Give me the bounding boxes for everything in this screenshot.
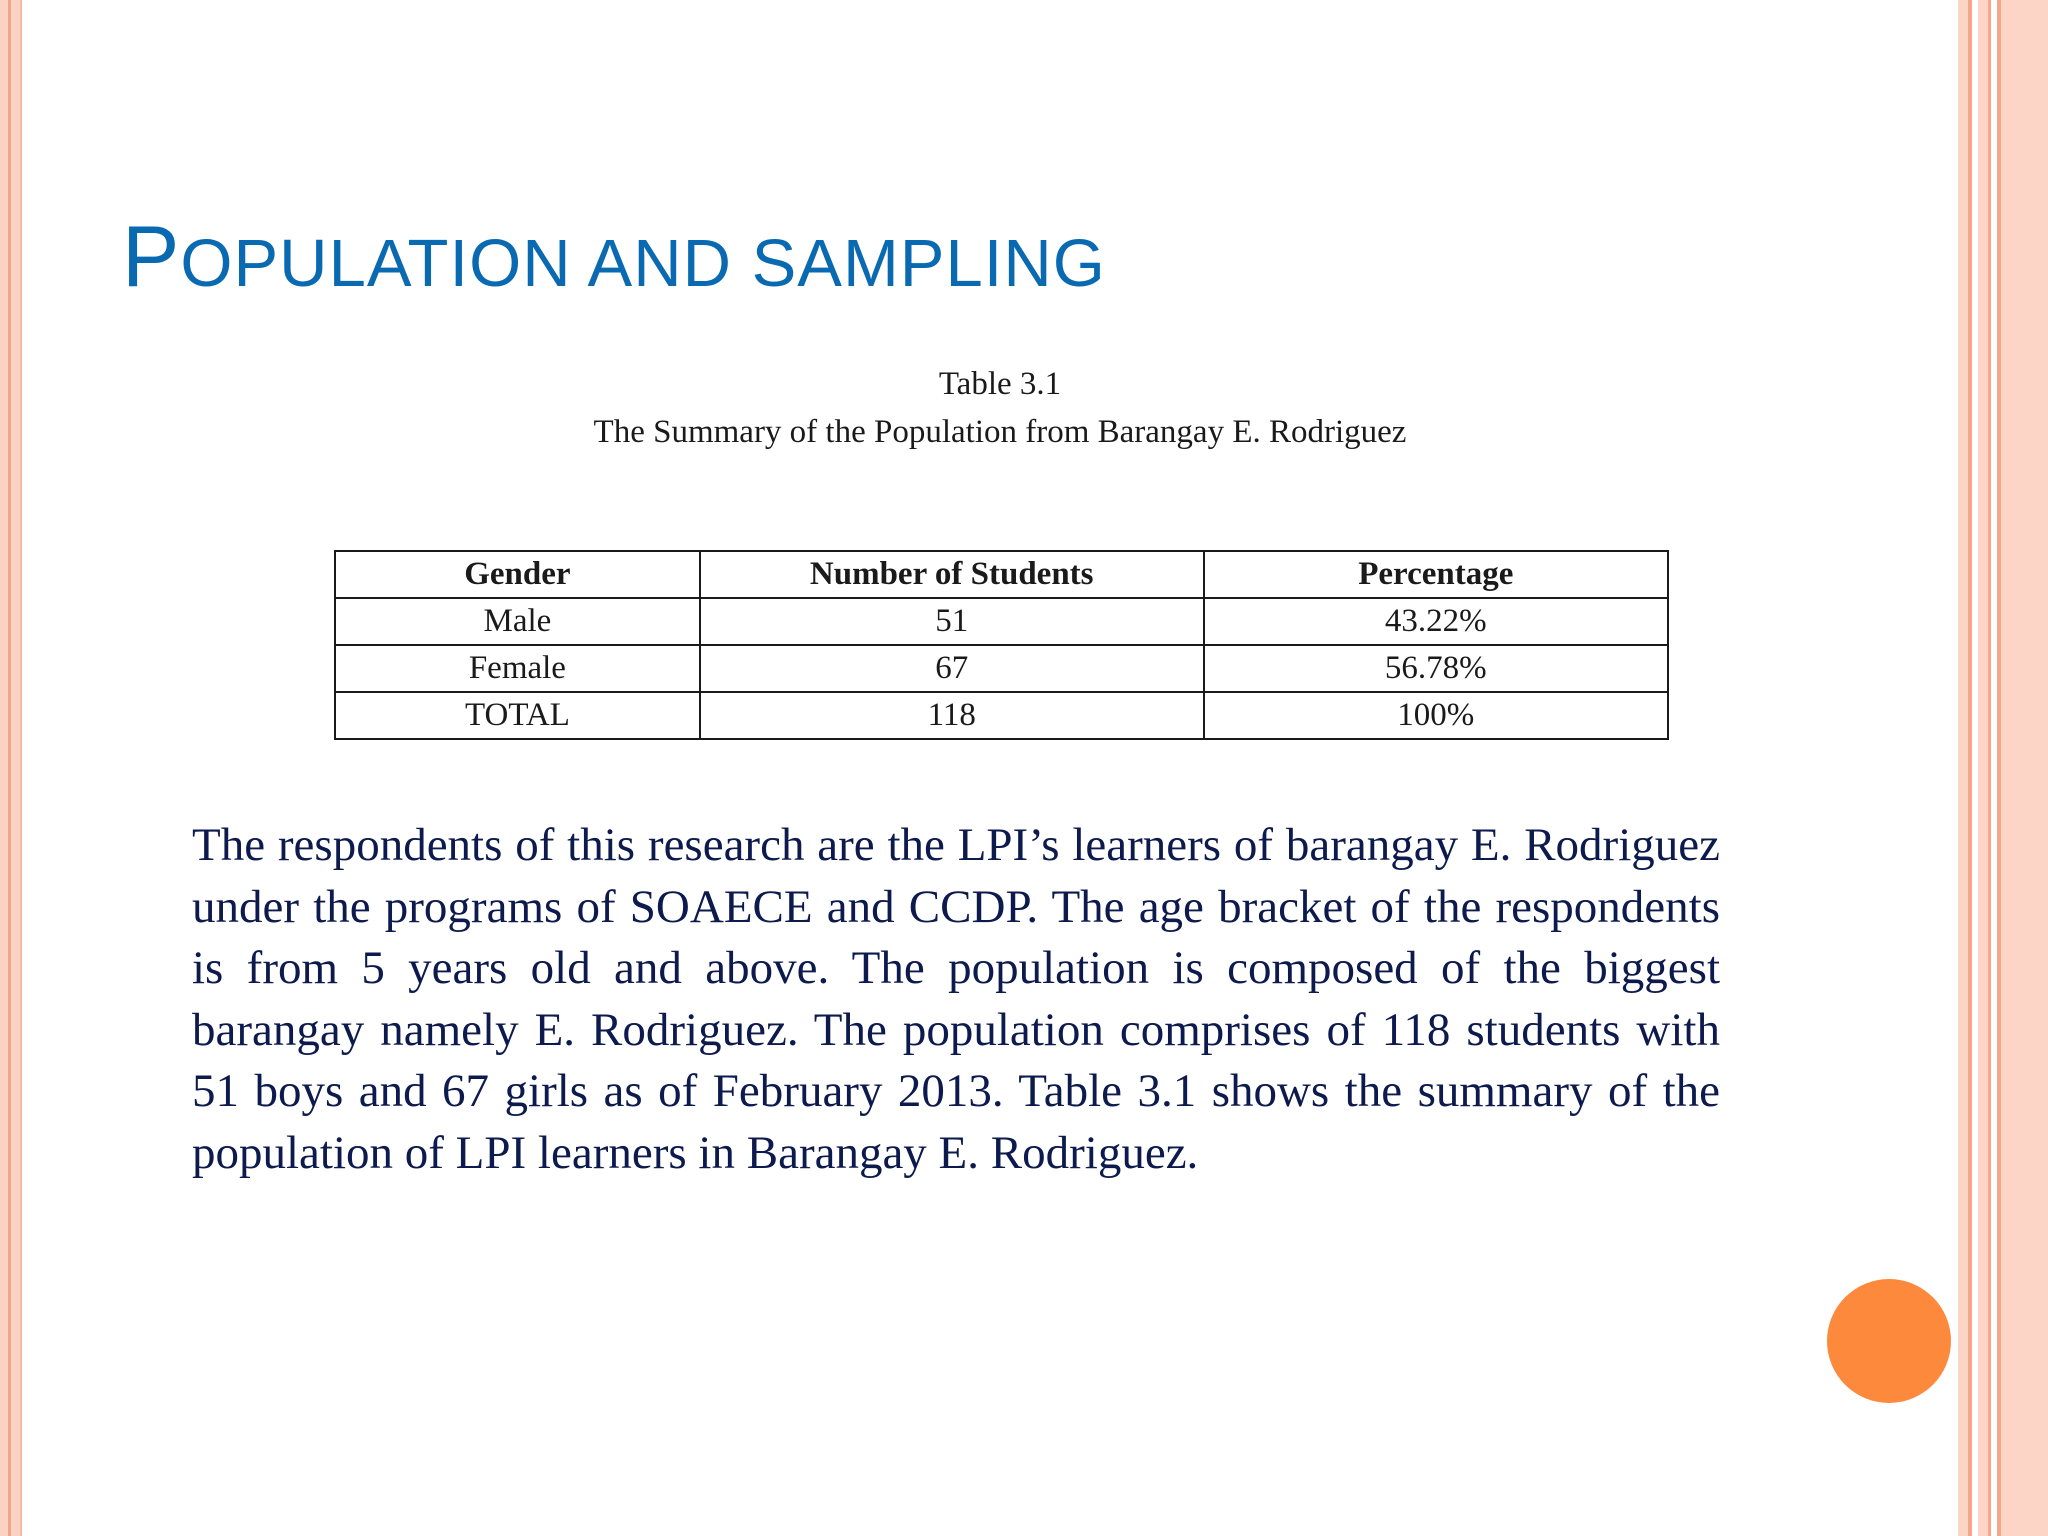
header-percentage: Percentage xyxy=(1204,551,1668,598)
left-decorative-border xyxy=(0,0,22,1536)
cell-count: 51 xyxy=(700,598,1204,645)
table-caption xyxy=(540,360,1460,456)
table-row xyxy=(335,598,1668,645)
right-decorative-stripe xyxy=(2001,0,2048,1536)
header-number-of-students: Number of Students xyxy=(700,551,1204,598)
cell-percentage: 56.78% xyxy=(1204,645,1668,692)
header-gender: Gender xyxy=(335,551,700,598)
page-title xyxy=(122,210,1106,305)
orange-circle-decoration xyxy=(1827,1279,1951,1403)
cell-percentage: 100% xyxy=(1204,692,1668,739)
table-header-row xyxy=(335,551,1668,598)
cell-gender: Female xyxy=(335,645,700,692)
table-row xyxy=(335,645,1668,692)
cell-gender: TOTAL xyxy=(335,692,700,739)
body-paragraph: The respondents of this research are the LPI’s learners of barangay E. Rodriguez under the programs of SOAECE and CCDP. The age bracket of the respondents is from 5 years old and above. The population is composed of the biggest barangay namely E. Rodriguez. The population comprises of 118 students with 51 boys and 67 girls as of February 2013. Table 3.1 shows the summary of the population of LPI learners in Barangay E. Rodriguez. xyxy=(192,819,1720,1179)
table-title: The Summary of the Population from Barangay E. Rodriguez xyxy=(593,414,1407,450)
right-decorative-stripe xyxy=(1958,0,1968,1536)
title-rest: OPULATION AND SAMPLING xyxy=(180,226,1106,301)
cell-count: 67 xyxy=(700,645,1204,692)
cell-gender: Male xyxy=(335,598,700,645)
table-row xyxy=(335,692,1668,739)
cell-percentage: 43.22% xyxy=(1204,598,1668,645)
right-decorative-stripe xyxy=(1978,0,1988,1536)
table-number: Table 3.1 xyxy=(938,366,1062,402)
population-table xyxy=(334,550,1669,740)
cell-count: 118 xyxy=(700,692,1204,739)
title-initial: P xyxy=(122,209,181,305)
